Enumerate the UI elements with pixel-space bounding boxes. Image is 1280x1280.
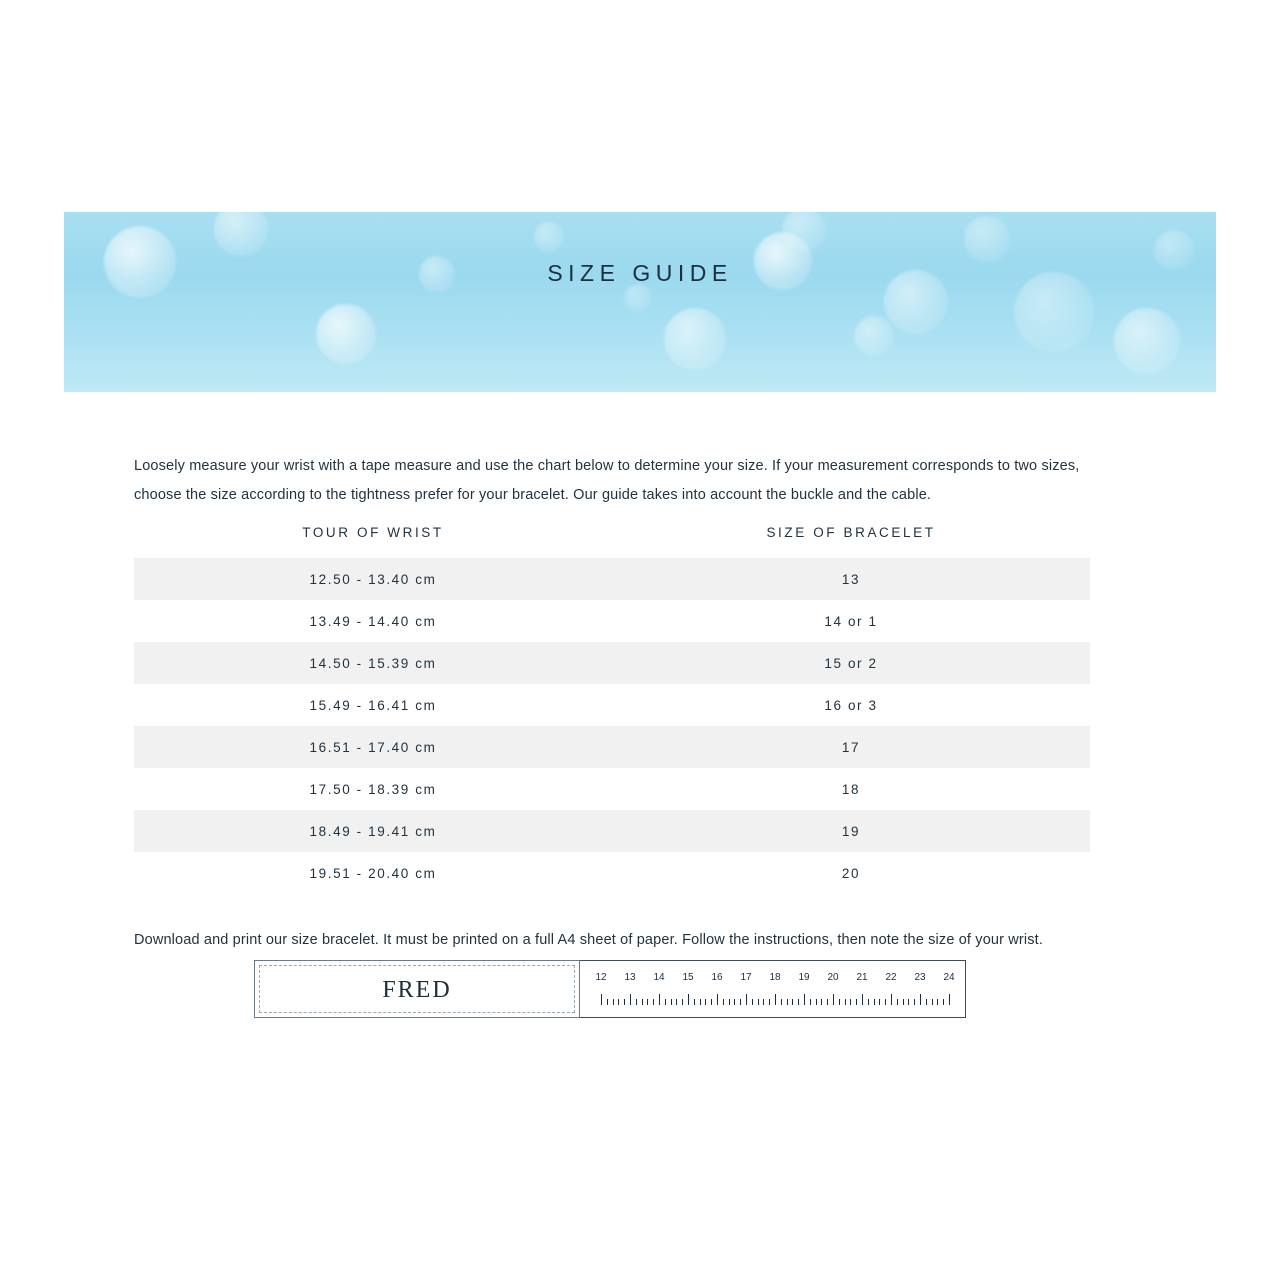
table-body bbox=[134, 558, 1090, 894]
ruler-minor-tick bbox=[676, 999, 677, 1005]
ruler-minor-tick bbox=[914, 999, 915, 1005]
cell-tour-of-wrist: 14.50 - 15.39 cm bbox=[309, 655, 437, 671]
cell-tour-of-wrist: 16.51 - 17.40 cm bbox=[309, 739, 437, 755]
cell-tour-of-wrist: 12.50 - 13.40 cm bbox=[309, 571, 437, 587]
ruler-minor-tick bbox=[647, 999, 648, 1005]
hero-banner bbox=[64, 212, 1216, 392]
ruler-minor-tick bbox=[769, 999, 770, 1005]
bokeh-circle bbox=[534, 222, 564, 252]
column-header-tour-of-wrist: TOUR OF WRIST bbox=[302, 525, 444, 540]
ruler-major-tick bbox=[775, 994, 776, 1005]
bokeh-circle bbox=[1114, 308, 1180, 374]
ruler-major-tick bbox=[862, 994, 863, 1005]
ruler-minor-tick bbox=[874, 999, 875, 1005]
ruler-tick-marks bbox=[580, 989, 965, 1005]
cell-size-of-bracelet: 19 bbox=[841, 823, 861, 839]
ruler-minor-tick bbox=[624, 999, 625, 1005]
ruler-minor-tick bbox=[868, 999, 869, 1005]
table-head bbox=[134, 515, 1090, 558]
brand-logo: FRED bbox=[382, 977, 452, 1003]
bokeh-circle bbox=[964, 216, 1010, 262]
table-row bbox=[134, 726, 1090, 768]
ruler-major-tick bbox=[659, 994, 660, 1005]
ruler-minor-tick bbox=[787, 999, 788, 1005]
ruler-minor-tick bbox=[816, 999, 817, 1005]
ruler-minor-tick bbox=[758, 999, 759, 1005]
ruler-tick-label: 12 bbox=[595, 972, 607, 983]
ruler-major-tick bbox=[746, 994, 747, 1005]
ruler-tick-label: 16 bbox=[711, 972, 723, 983]
ruler-minor-tick bbox=[810, 999, 811, 1005]
table-row bbox=[134, 768, 1090, 810]
table-row bbox=[134, 642, 1090, 684]
ruler-minor-tick bbox=[665, 999, 666, 1005]
cell-tour-of-wrist: 19.51 - 20.40 cm bbox=[309, 865, 437, 881]
ruler-major-tick bbox=[717, 994, 718, 1005]
table-row bbox=[134, 600, 1090, 642]
cell-tour-of-wrist: 15.49 - 16.41 cm bbox=[309, 697, 437, 713]
ruler-tick-labels bbox=[580, 972, 965, 984]
ruler-minor-tick bbox=[937, 999, 938, 1005]
ruler-brand-panel bbox=[254, 960, 580, 1018]
bokeh-circle bbox=[782, 212, 826, 252]
cell-size-of-bracelet: 16 or 3 bbox=[824, 697, 878, 713]
ruler-minor-tick bbox=[734, 999, 735, 1005]
table-row bbox=[134, 558, 1090, 600]
ruler-minor-tick bbox=[705, 999, 706, 1005]
ruler-minor-tick bbox=[792, 999, 793, 1005]
ruler-minor-tick bbox=[798, 999, 799, 1005]
ruler-minor-tick bbox=[763, 999, 764, 1005]
ruler-minor-tick bbox=[926, 999, 927, 1005]
printable-size-bracelet[interactable] bbox=[254, 960, 966, 1018]
ruler-minor-tick bbox=[694, 999, 695, 1005]
ruler-minor-tick bbox=[740, 999, 741, 1005]
ruler-tick-label: 17 bbox=[740, 972, 752, 983]
bokeh-circle bbox=[316, 304, 376, 364]
ruler-minor-tick bbox=[879, 999, 880, 1005]
table-row bbox=[134, 852, 1090, 894]
ruler-minor-tick bbox=[752, 999, 753, 1005]
ruler-tick-label: 23 bbox=[914, 972, 926, 983]
ruler-tick-label: 19 bbox=[798, 972, 810, 983]
ruler-major-tick bbox=[891, 994, 892, 1005]
ruler-major-tick bbox=[601, 994, 602, 1005]
ruler-minor-tick bbox=[908, 999, 909, 1005]
ruler-tick-label: 15 bbox=[682, 972, 694, 983]
cell-tour-of-wrist: 13.49 - 14.40 cm bbox=[309, 613, 437, 629]
ruler-minor-tick bbox=[827, 999, 828, 1005]
cell-size-of-bracelet: 15 or 2 bbox=[824, 655, 878, 671]
cell-size-of-bracelet: 14 or 1 bbox=[824, 613, 878, 629]
ruler-scale-panel bbox=[580, 960, 966, 1018]
ruler-minor-tick bbox=[642, 999, 643, 1005]
ruler-tick-label: 20 bbox=[827, 972, 839, 983]
ruler-minor-tick bbox=[781, 999, 782, 1005]
ruler-minor-tick bbox=[618, 999, 619, 1005]
cell-size-of-bracelet: 13 bbox=[841, 571, 861, 587]
ruler-major-tick bbox=[688, 994, 689, 1005]
bokeh-circle bbox=[664, 308, 726, 370]
ruler-minor-tick bbox=[729, 999, 730, 1005]
ruler-minor-tick bbox=[885, 999, 886, 1005]
ruler-tick-label: 21 bbox=[856, 972, 868, 983]
ruler-minor-tick bbox=[613, 999, 614, 1005]
table-header-row bbox=[134, 515, 1090, 558]
ruler-tick-label: 22 bbox=[885, 972, 897, 983]
ruler-minor-tick bbox=[723, 999, 724, 1005]
cell-size-of-bracelet: 18 bbox=[841, 781, 861, 797]
ruler-minor-tick bbox=[932, 999, 933, 1005]
ruler-minor-tick bbox=[897, 999, 898, 1005]
bokeh-circle bbox=[624, 284, 652, 312]
ruler-tick-label: 13 bbox=[624, 972, 636, 983]
ruler-minor-tick bbox=[903, 999, 904, 1005]
ruler-minor-tick bbox=[856, 999, 857, 1005]
ruler-major-tick bbox=[833, 994, 834, 1005]
ruler-minor-tick bbox=[850, 999, 851, 1005]
ruler-minor-tick bbox=[607, 999, 608, 1005]
cell-tour-of-wrist: 18.49 - 19.41 cm bbox=[309, 823, 437, 839]
cell-size-of-bracelet: 20 bbox=[841, 865, 861, 881]
ruler-major-tick bbox=[920, 994, 921, 1005]
ruler-minor-tick bbox=[700, 999, 701, 1005]
table-row bbox=[134, 810, 1090, 852]
download-note: Download and print our size bracelet. It must be printed on a full A4 sheet of paper. Follow the instructions, then note the size of your wrist. bbox=[134, 931, 1044, 948]
bokeh-circle bbox=[214, 212, 268, 256]
size-table bbox=[134, 515, 1090, 894]
ruler-minor-tick bbox=[845, 999, 846, 1005]
ruler-minor-tick bbox=[653, 999, 654, 1005]
ruler-minor-tick bbox=[839, 999, 840, 1005]
cell-size-of-bracelet: 17 bbox=[841, 739, 861, 755]
ruler-minor-tick bbox=[943, 999, 944, 1005]
bokeh-circle bbox=[854, 316, 894, 356]
column-header-size-of-bracelet: SIZE OF BRACELET bbox=[766, 525, 936, 540]
ruler-tick-label: 24 bbox=[943, 972, 955, 983]
table-row bbox=[134, 684, 1090, 726]
ruler-major-tick bbox=[804, 994, 805, 1005]
ruler-major-tick bbox=[630, 994, 631, 1005]
ruler-major-tick bbox=[949, 994, 950, 1005]
ruler-minor-tick bbox=[682, 999, 683, 1005]
cell-tour-of-wrist: 17.50 - 18.39 cm bbox=[309, 781, 437, 797]
ruler-minor-tick bbox=[711, 999, 712, 1005]
ruler-minor-tick bbox=[821, 999, 822, 1005]
ruler-minor-tick bbox=[671, 999, 672, 1005]
ruler-minor-tick bbox=[636, 999, 637, 1005]
page-title: SIZE GUIDE bbox=[547, 260, 733, 286]
ruler-tick-label: 18 bbox=[769, 972, 781, 983]
ruler-tick-label: 14 bbox=[653, 972, 665, 983]
intro-paragraph: Loosely measure your wrist with a tape measure and use the chart below to determine your size. If your measurement corresponds to two sizes, choose the size according to the tightness prefer for your bracelet. Our guide takes into account the buckle and the cable. bbox=[134, 457, 1080, 503]
